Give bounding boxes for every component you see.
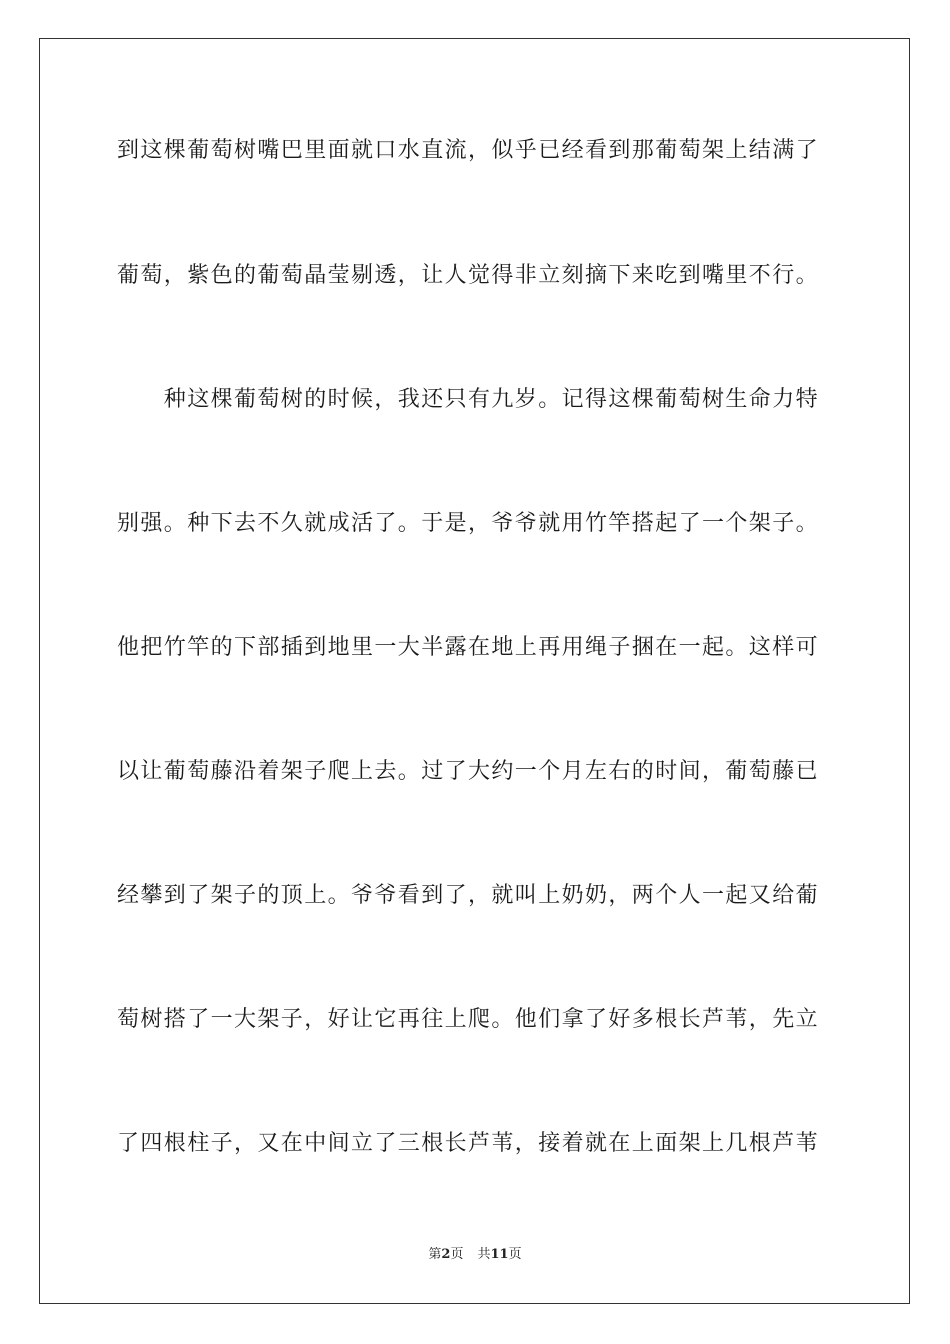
page-current: 2 bbox=[441, 1247, 451, 1262]
page-frame bbox=[39, 38, 910, 1304]
page-suffix: 页 bbox=[450, 1247, 464, 1262]
body-line-2: 葡萄，紫色的葡萄晶莹剔透，让人觉得非立刻摘下来吃到嘴里不行。 bbox=[117, 263, 820, 288]
body-line-5: 他把竹竿的下部插到地里一大半露在地上再用绳子捆在一起。这样可 bbox=[117, 635, 820, 660]
body-line-9: 了四根柱子，又在中间立了三根长芦苇，接着就在上面架上几根芦苇 bbox=[117, 1131, 820, 1156]
body-line-8: 萄树搭了一大架子，好让它再往上爬。他们拿了好多根长芦苇，先立 bbox=[117, 1007, 820, 1032]
page-total: 11 bbox=[490, 1247, 509, 1262]
page-footer bbox=[0, 1246, 950, 1264]
body-line-1: 到这棵葡萄树嘴巴里面就口水直流，似乎已经看到那葡萄架上结满了 bbox=[117, 138, 820, 163]
total-prefix: 共 bbox=[477, 1247, 491, 1262]
body-line-6: 以让葡萄藤沿着架子爬上去。过了大约一个月左右的时间，葡萄藤已 bbox=[117, 759, 820, 784]
body-line-4: 别强。种下去不久就成活了。于是，爷爷就用竹竿搭起了一个架子。 bbox=[117, 511, 820, 536]
body-line-3: 种这棵葡萄树的时候，我还只有九岁。记得这棵葡萄树生命力特 bbox=[117, 387, 820, 412]
total-suffix: 页 bbox=[508, 1247, 522, 1262]
body-line-7: 经攀到了架子的顶上。爷爷看到了，就叫上奶奶，两个人一起又给葡 bbox=[117, 883, 820, 908]
page-prefix: 第 bbox=[428, 1247, 442, 1262]
